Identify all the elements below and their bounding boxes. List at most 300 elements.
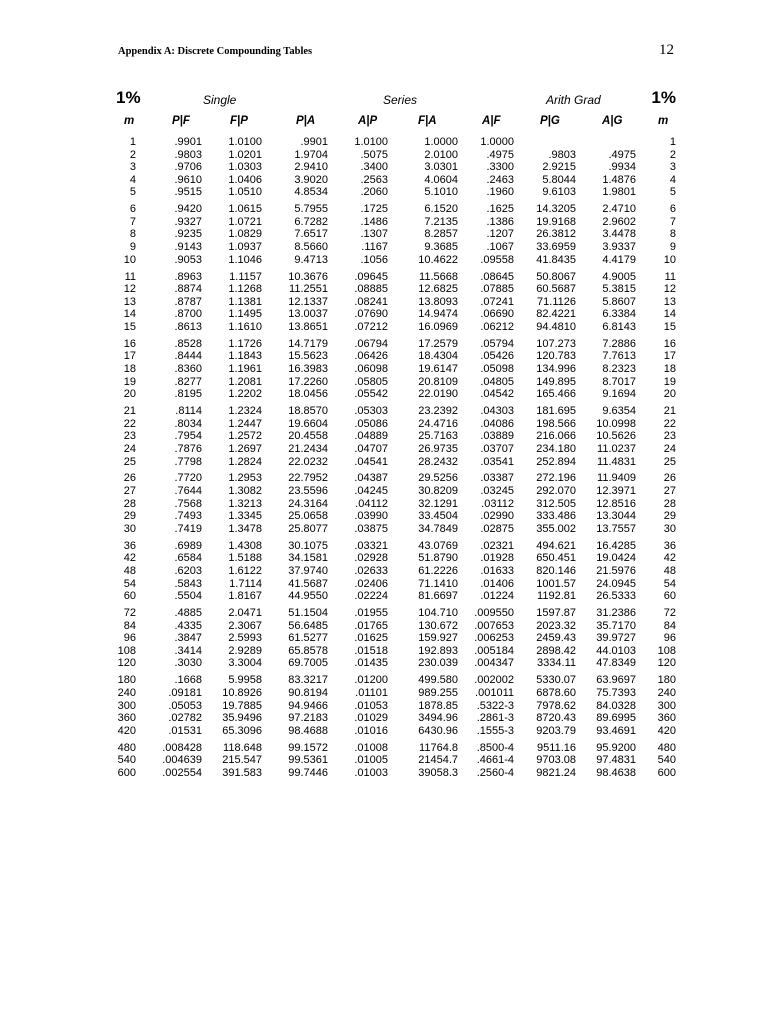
table-cell: 22.0232 [288,455,328,468]
table-cell: .9143 [174,241,202,254]
table-cell: .02928 [354,552,388,565]
table-cell: 180 [657,674,676,687]
table-cell: .02224 [354,590,388,603]
table-cell: .08241 [354,295,388,308]
table-cell: 11.4831 [597,455,636,468]
table-cell: 7 [669,215,676,228]
table-cell: 3334.11 [537,657,576,670]
table-cell: .7419 [174,522,202,535]
table-cell: 9703.08 [536,754,576,767]
table-cell: .4975 [608,148,636,161]
table-cell: 4.8534 [294,186,328,199]
table-cell: 39.9727 [596,632,636,645]
table-cell: .4661-4 [476,754,514,767]
table-cell: 159.927 [418,632,458,645]
table-cell: .03707 [480,442,514,455]
table-cell: 25 [123,455,136,468]
table-cell: 11.9409 [597,472,636,485]
table-cell: .8114 [175,405,202,418]
table-cell: 120 [657,657,676,670]
table-cell: 65.3096 [222,724,262,737]
table-cell: 1.0000 [480,136,514,148]
table-cell: 23 [123,430,136,443]
table-cell: .004347 [474,657,514,670]
table-cell: .3030 [174,657,202,670]
table-row [0,430,768,443]
table-cell: 2.0471 [228,607,262,620]
table-cell: 98.4638 [596,766,636,779]
table-cell: 22 [123,417,136,430]
table-cell: 2 [669,148,676,161]
table-cell: .008428 [162,741,202,754]
table-cell: 28 [663,497,676,510]
table-row [0,590,768,603]
table-cell: .6584 [174,552,202,565]
table-cell: 104.710 [418,607,458,620]
table-cell: 41.5687 [288,577,328,590]
table-cell: .9327 [174,215,202,228]
table-cell: .7644 [174,485,202,498]
table-cell: 16.3983 [288,363,328,376]
table-cell: 60 [663,590,676,603]
table-cell: 69.7005 [288,657,328,670]
table-cell: 75.7393 [596,686,636,699]
table-cell: 234.180 [536,442,576,455]
table-cell: .1725 [360,203,388,216]
table-cell: 24 [123,442,136,455]
table-cell: 3.4478 [602,228,636,241]
table-row [0,767,768,780]
table-cell: 1001.57 [536,577,576,590]
table-row [0,203,768,216]
table-cell: .3414 [174,644,202,657]
table-cell: .02321 [480,539,514,552]
table-cell: 1.5188 [228,552,262,565]
table-cell: .04112 [355,497,388,510]
table-cell: .1167 [361,241,388,254]
table-cell: 30 [663,522,676,535]
table-cell: 15.5623 [288,350,328,363]
table-cell: 499.580 [418,674,458,687]
table-cell: .7720 [174,472,202,485]
table-cell: .07690 [354,308,388,321]
table-cell: .002002 [474,674,514,687]
table-cell: 1.1268 [228,283,262,296]
table-cell: 22.0190 [418,388,458,401]
table-cell: 540 [117,754,136,767]
table-cell: .01005 [354,754,388,767]
table-cell: 11 [124,270,136,283]
table-cell: 240 [117,686,136,699]
table-cell: 42 [123,552,136,565]
table-cell: 10.0998 [596,417,636,430]
table-cell: 10 [123,253,136,266]
table-row [0,216,768,229]
table-cell: 35.7170 [596,619,636,632]
table-cell: 30.8209 [418,485,458,498]
table-cell: 820.146 [536,564,576,577]
table-cell: .9934 [608,161,636,174]
table-cell: .8528 [174,337,202,350]
table-cell: 60 [123,590,136,603]
table-cell: .03321 [354,539,388,552]
table-cell: .03990 [354,510,388,523]
table-cell: 32.1291 [418,497,458,510]
table-row [0,350,768,363]
table-cell: .9901 [174,136,202,148]
table-cell: .01928 [480,552,514,565]
table-cell: 3 [129,161,136,174]
table-cell: 1 [669,136,676,148]
table-cell: .02633 [354,564,388,577]
table-cell: 480 [657,741,676,754]
table-cell: 18 [123,363,136,376]
table-cell: 1.0721 [228,215,262,228]
table-cell: 1597.87 [536,607,576,620]
table-cell: 42 [663,552,676,565]
table-cell: 1.0000 [424,136,458,148]
table-row [0,742,768,755]
table-row [0,254,768,267]
table-cell: 7.6517 [294,228,328,241]
table-cell: 1.2697 [228,442,262,455]
table-cell: 149.895 [536,375,576,388]
table-cell: .08885 [354,283,388,296]
table-cell: 2.9602 [602,215,636,228]
table-cell: 54 [123,577,136,590]
table-cell: .9901 [300,136,328,148]
table-cell: 130.672 [418,619,458,632]
table-cell: .8195 [174,388,202,401]
table-cell: .2560-4 [476,766,514,779]
table-cell: 44.0103 [596,644,636,657]
table-cell: 8.2857 [424,228,458,241]
table-cell: 300 [657,699,676,712]
table-cell: 3.9020 [294,173,328,186]
col-header-a-given-p: A|P [358,115,378,127]
table-cell: 56.6485 [288,619,328,632]
header-title: Appendix A: Discrete Compounding Tables [118,46,313,57]
table-row [0,443,768,456]
table-cell: 9821.24 [536,766,576,779]
table-cell: .01053 [354,699,388,712]
table-cell: 134.996 [536,363,576,376]
table-cell: 2.3067 [228,619,262,632]
table-cell: .1486 [360,215,388,228]
table-cell: 12.8516 [596,497,636,510]
table-row [0,136,768,149]
table-cell: 1.7114 [229,577,262,590]
table-cell: 16 [123,337,136,350]
group-label-series: Series [383,93,418,107]
table-cell: 5.8044 [542,173,576,186]
table-row [0,321,768,334]
table-cell: 1.2202 [228,388,262,401]
table-cell: .01406 [480,577,514,590]
table-cell: 1.3478 [228,522,262,535]
table-cell: 1.2824 [228,455,262,468]
table-cell: .5075 [360,148,388,161]
table-cell: 1.2572 [228,430,262,443]
table-cell: 22 [663,417,676,430]
page-number: 12 [659,42,674,58]
table-cell: 3.3004 [228,657,262,670]
table-cell: 82.4221 [536,308,576,321]
table-cell: 192.893 [418,644,458,657]
table-cell: .004639 [162,754,202,767]
table-cell: 26.9735 [418,442,458,455]
table-cell: 1.8167 [228,590,262,603]
table-block [0,271,768,338]
table-cell: 51.8790 [418,552,458,565]
table-cell: 20.8109 [418,375,458,388]
table-cell: 99.7446 [288,766,328,779]
table-cell: .6989 [174,539,202,552]
table-cell: .04707 [354,442,388,455]
table-cell: .2861-3 [476,712,514,725]
table-cell: 240 [657,686,676,699]
table-cell: 14 [123,308,136,321]
table-row [0,725,768,738]
table-cell: 8.5660 [294,241,328,254]
table-cell: 9.6354 [602,405,636,418]
table-cell: 29 [123,510,136,523]
table-cell: 19 [663,375,676,388]
table-cell: 19.9168 [536,215,576,228]
table-cell: 4.4179 [602,253,636,266]
table-cell: 4.0604 [424,173,458,186]
table-cell: 61.2226 [418,564,458,577]
table-cell: 11 [664,270,676,283]
table-cell: 312.505 [536,497,576,510]
table-cell: 25.7163 [418,430,458,443]
table-cell: 23.5596 [288,485,328,498]
group-label-arith-grad: Arith Grad [546,93,601,107]
col-header-p-given-g: P|G [540,115,560,127]
table-cell: .1386 [486,215,514,228]
table-cell: 3.9337 [602,241,636,254]
table-cell: 2.9289 [228,644,262,657]
table-cell: 72 [123,607,136,620]
table-cell: .8360 [174,363,202,376]
table-cell: .1307 [360,228,388,241]
table-cell: .04889 [354,430,388,443]
table-cell: 12 [123,283,136,296]
table-cell: .01518 [354,644,388,657]
table-cell: 1.0937 [228,241,262,254]
table-cell: 8.7017 [602,375,636,388]
table-cell: 118.648 [223,741,262,754]
col-header-m-right: m [658,115,669,127]
table-cell: 19 [123,375,136,388]
table-cell: 12.3971 [596,485,636,498]
table-cell: .05086 [354,417,388,430]
table-cell: 6878.60 [536,686,576,699]
table-cell: .8700 [174,308,202,321]
table-cell: 72 [663,607,676,620]
table-cell: 1.0303 [228,161,262,174]
table-cell: .02990 [480,510,514,523]
table-cell: 355.002 [536,522,576,535]
table-cell: 600 [117,766,136,779]
table-row [0,338,768,351]
table-cell: 10.4622 [418,253,458,266]
table-cell: .8787 [174,295,202,308]
table-cell: 94.9466 [288,699,328,712]
table-cell: .2060 [360,186,388,199]
table-cell: .5843 [174,577,202,590]
table-cell: .04542 [480,388,514,401]
table-cell: 25.8077 [288,522,328,535]
table-cell: 120 [117,657,136,670]
table-row [0,456,768,469]
table-cell: 10.3676 [288,270,328,283]
table-cell: 9 [129,241,136,254]
table-cell: 11.0237 [597,442,636,455]
table-cell: 1.0829 [228,228,262,241]
table-cell: 34.1581 [288,552,328,565]
table-block [0,742,768,809]
table-row [0,645,768,658]
table-cell: 99.5361 [288,754,328,767]
table-cell: 84 [123,619,136,632]
table-cell: .1960 [486,186,514,199]
interest-rate-left: 1% [116,88,141,107]
table-cell: 1.0406 [228,173,262,186]
table-cell: 36 [663,539,676,552]
col-header-p-given-f: P|F [172,115,190,127]
table-block [0,338,768,405]
table-cell: 6.7282 [294,215,328,228]
table-cell: .8277 [174,375,202,388]
table-cell: 198.566 [536,417,576,430]
table-cell: 1.6122 [228,564,262,577]
table-cell: 650.451 [536,552,576,565]
table-cell: 3 [669,161,676,174]
table-cell: .02875 [480,522,514,535]
table-cell: .07241 [480,295,514,308]
table-cell: 13.3044 [596,510,636,523]
table-cell: .04086 [480,417,514,430]
table-cell: 391.583 [222,766,262,779]
table-cell: 33.4504 [418,510,458,523]
table-cell: 2.4710 [602,203,636,216]
table-row [0,418,768,431]
table-row [0,754,768,767]
table-cell: 1.0100 [354,136,388,148]
table-cell: 94.4810 [536,320,576,333]
table-cell: 494.621 [536,539,576,552]
table-cell: 20 [663,388,676,401]
table-cell: 15 [123,320,136,333]
table-cell: .03541 [480,455,514,468]
table-cell: 6.8143 [602,320,636,333]
col-header-a-given-f: A|F [482,115,501,127]
table-cell: .1668 [174,674,202,687]
table-cell: 13.7557 [596,522,636,535]
table-cell: 50.8067 [536,270,576,283]
table-row [0,405,768,418]
table-cell: .3847 [174,632,202,645]
table-cell: .009550 [474,607,514,620]
table-cell: .4335 [174,619,202,632]
table-cell: 1.9801 [602,186,636,199]
table-cell: 9.6103 [542,186,576,199]
table-cell: 10 [663,253,676,266]
table-cell: 93.4691 [596,724,636,737]
table-cell: 4 [129,173,136,186]
table-cell: 333.486 [536,510,576,523]
table-cell: 95.9200 [596,741,636,754]
table-cell: .01016 [354,724,388,737]
table-cell: .01029 [354,712,388,725]
table-cell: 19.6604 [288,417,328,430]
table-cell: .7493 [174,510,202,523]
table-cell: .07885 [480,283,514,296]
table-cell: 480 [117,741,136,754]
table-cell: 17 [123,350,136,363]
table-row [0,523,768,536]
table-cell: 23.2392 [418,405,458,418]
table-cell: 1.1726 [228,337,262,350]
table-row [0,308,768,321]
table-cell: 24.0945 [596,577,636,590]
table-cell: 96 [123,632,136,645]
table-cell: 21 [123,405,136,418]
table-cell: 97.2183 [288,712,328,725]
table-row [0,607,768,620]
table-row [0,674,768,687]
table-cell: .9053 [174,253,202,266]
col-header-p-given-a: P|A [296,115,316,127]
table-cell: 16 [663,337,676,350]
table-cell: 47.8349 [596,657,636,670]
table-cell: .8034 [174,417,202,430]
table-cell: 26 [663,472,676,485]
table-cell: 13 [123,295,136,308]
table-cell: 215.547 [222,754,262,767]
table-cell: 89.6995 [596,712,636,725]
table-cell: .01625 [354,632,388,645]
table-block [0,203,768,270]
table-cell: 25.0658 [288,510,328,523]
table-cell: 13.8651 [288,320,328,333]
table-row [0,578,768,591]
table-row [0,510,768,523]
table-cell: 34.7849 [418,522,458,535]
table-cell: 108 [657,644,676,657]
table-cell: 9 [669,241,676,254]
table-cell: 108 [117,644,136,657]
table-row [0,241,768,254]
table-cell: .07212 [354,320,388,333]
table-cell: 2023.32 [536,619,576,632]
table-cell: .8444 [174,350,202,363]
table-cell: .01765 [354,619,388,632]
table-cell: .01200 [354,674,388,687]
table-cell: 5.7955 [294,203,328,216]
table-cell: 30 [123,522,136,535]
table-cell: .7798 [174,455,202,468]
table-cell: 13.8093 [418,295,458,308]
table-cell: 1.1610 [228,320,262,333]
table-cell: .001011 [475,686,514,699]
table-cell: 6 [669,203,676,216]
table-cell: .9803 [174,148,202,161]
table-cell: 1.2953 [228,472,262,485]
table-cell: .02406 [354,577,388,590]
table-cell: 1.1843 [228,350,262,363]
